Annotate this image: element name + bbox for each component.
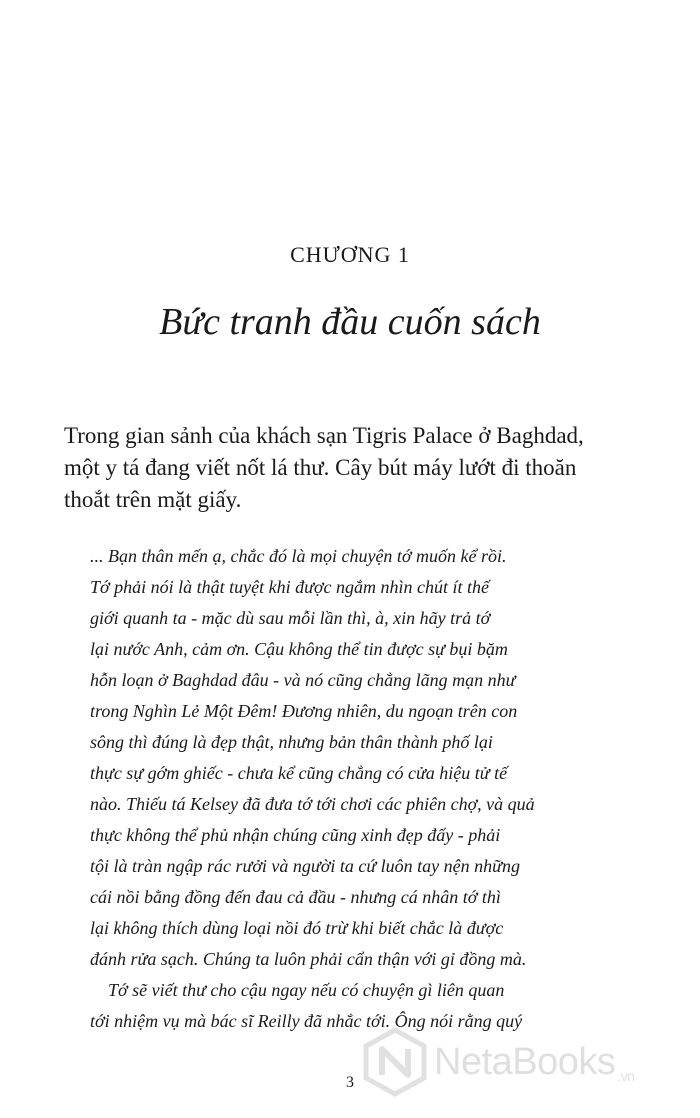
letter-line: cái nồi bằng đồng đến đau cả đầu - nhưng cá nhân tớ thì bbox=[90, 887, 501, 907]
letter-line: giới quanh ta - mặc dù sau mỗi lần thì, à, xin hãy trả tớ bbox=[90, 608, 491, 628]
watermark-suffix: .vn bbox=[617, 1067, 635, 1084]
letter-line: tội là tràn ngập rác rưởi và người ta cứ luôn tay nện những bbox=[90, 856, 520, 876]
letter-excerpt bbox=[90, 541, 620, 1037]
letter-line: đánh rửa sạch. Chúng ta luôn phải cẩn thận với gỉ đồng mà. bbox=[90, 949, 527, 969]
chapter-label: CHƯƠNG 1 bbox=[290, 242, 410, 267]
letter-line: nào. Thiếu tá Kelsey đã đưa tớ tới chơi các phiên chợ, và quả bbox=[90, 794, 535, 814]
page-number: 3 bbox=[346, 1074, 354, 1091]
letter-line: ... Bạn thân mến ạ, chắc đó là mọi chuyện tớ muốn kể rồi. bbox=[90, 546, 507, 566]
letter-line: trong Nghìn Lẻ Một Đêm! Đương nhiên, du ngoạn trên con bbox=[90, 701, 518, 721]
letter-line: lại nước Anh, cảm ơn. Cậu không thể tin được sự bụi bặm bbox=[90, 639, 508, 659]
letter-line: lại không thích dùng loại nồi đó trừ khi biết chắc là được bbox=[90, 918, 504, 938]
netabooks-watermark bbox=[362, 1022, 698, 1102]
letter-line: tới nhiệm vụ mà bác sĩ Reilly đã nhắc tới. Ông nói rằng quý bbox=[90, 1011, 523, 1031]
intro-line: Trong gian sảnh của khách sạn Tigris Palace ở Baghdad, bbox=[64, 423, 584, 448]
watermark-text: NetaBooks .vn bbox=[434, 1040, 635, 1084]
letter-line: hỗn loạn ở Baghdad đâu - và nó cũng chẳng lãng mạn như bbox=[90, 670, 516, 690]
letter-line: thực sự gớm ghiếc - chưa kể cũng chẳng có cửa hiệu tử tế bbox=[90, 763, 508, 783]
intro-paragraph bbox=[64, 420, 664, 516]
letter-line: sông thì đúng là đẹp thật, nhưng bản thân thành phố lại bbox=[90, 732, 493, 752]
letter-line: Tớ phải nói là thật tuyệt khi được ngắm nhìn chút ít thế bbox=[90, 577, 489, 597]
letter-line: Tớ sẽ viết thư cho cậu ngay nếu có chuyện gì liên quan bbox=[108, 980, 505, 1000]
intro-line: một y tá đang viết nốt lá thư. Cây bút máy lướt đi thoăn bbox=[64, 455, 577, 480]
netabooks-logo-icon bbox=[362, 1027, 428, 1097]
letter-line: thực không thể phủ nhận chúng cũng xinh đẹp đấy - phải bbox=[90, 825, 501, 845]
chapter-title: Bức tranh đầu cuốn sách bbox=[159, 301, 541, 343]
intro-line: thoắt trên mặt giấy. bbox=[64, 487, 242, 512]
